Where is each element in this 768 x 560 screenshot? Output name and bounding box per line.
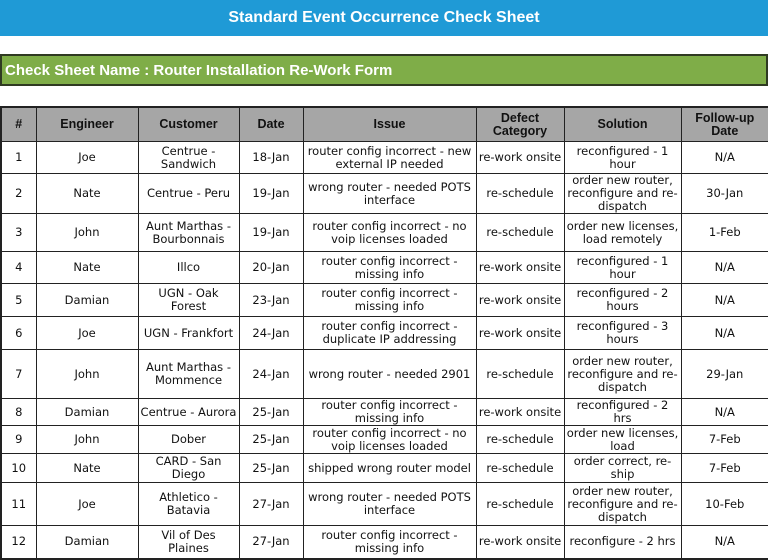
- cell-customer: Vil of Des Plaines: [138, 526, 239, 559]
- cell-num: 6: [1, 317, 36, 350]
- cell-defect: re-work onsite: [476, 142, 564, 174]
- cell-solution: reconfigure - 2 hrs: [564, 526, 681, 559]
- cell-customer: UGN - Frankfort: [138, 317, 239, 350]
- cell-engineer: John: [36, 214, 138, 252]
- cell-num: 3: [1, 214, 36, 252]
- cell-customer: Aunt Marthas - Mommence: [138, 350, 239, 399]
- cell-solution: order new router, reconfigure and re-dispatch: [564, 174, 681, 214]
- column-header-defect-category: Defect Category: [476, 107, 564, 142]
- cell-solution: order correct, re-ship: [564, 454, 681, 483]
- cell-followup: 7-Feb: [681, 426, 768, 454]
- table-row: [1, 317, 768, 350]
- cell-followup: 1-Feb: [681, 214, 768, 252]
- cell-engineer: Joe: [36, 483, 138, 526]
- cell-num: 9: [1, 426, 36, 454]
- cell-customer: Aunt Marthas - Bourbonnais: [138, 214, 239, 252]
- cell-defect: re-schedule: [476, 350, 564, 399]
- cell-engineer: Nate: [36, 454, 138, 483]
- column-header-date: Date: [239, 107, 303, 142]
- cell-customer: Centrue - Peru: [138, 174, 239, 214]
- cell-issue: router config incorrect - missing info: [303, 399, 476, 426]
- cell-customer: Centrue - Sandwich: [138, 142, 239, 174]
- cell-defect: re-schedule: [476, 483, 564, 526]
- cell-defect: re-work onsite: [476, 284, 564, 317]
- table-row: [1, 526, 768, 559]
- cell-date: 25-Jan: [239, 454, 303, 483]
- cell-date: 24-Jan: [239, 350, 303, 399]
- cell-followup: N/A: [681, 142, 768, 174]
- cell-defect: re-schedule: [476, 174, 564, 214]
- cell-solution: reconfigured - 3 hours: [564, 317, 681, 350]
- cell-date: 23-Jan: [239, 284, 303, 317]
- cell-customer: Dober: [138, 426, 239, 454]
- cell-followup: 29-Jan: [681, 350, 768, 399]
- cell-solution: reconfigured - 1 hour: [564, 142, 681, 174]
- cell-followup: N/A: [681, 284, 768, 317]
- cell-engineer: Joe: [36, 317, 138, 350]
- cell-solution: order new licenses, load: [564, 426, 681, 454]
- cell-num: 4: [1, 252, 36, 284]
- cell-followup: N/A: [681, 399, 768, 426]
- cell-date: 18-Jan: [239, 142, 303, 174]
- cell-issue: router config incorrect - duplicate IP addressing: [303, 317, 476, 350]
- cell-defect: re-schedule: [476, 214, 564, 252]
- cell-solution: reconfigured - 2 hours: [564, 284, 681, 317]
- check-sheet-name: Check Sheet Name : Router Installation Re-Work Form: [0, 54, 768, 86]
- column-header-engineer: Engineer: [36, 107, 138, 142]
- cell-engineer: Nate: [36, 174, 138, 214]
- cell-engineer: John: [36, 426, 138, 454]
- cell-solution: reconfigured - 1 hour: [564, 252, 681, 284]
- cell-engineer: Nate: [36, 252, 138, 284]
- cell-engineer: Damian: [36, 526, 138, 559]
- cell-date: 25-Jan: [239, 399, 303, 426]
- table-row: [1, 350, 768, 399]
- cell-engineer: Damian: [36, 399, 138, 426]
- cell-num: 2: [1, 174, 36, 214]
- cell-defect: re-work onsite: [476, 317, 564, 350]
- cell-date: 27-Jan: [239, 526, 303, 559]
- cell-num: 11: [1, 483, 36, 526]
- cell-date: 25-Jan: [239, 426, 303, 454]
- cell-followup: N/A: [681, 526, 768, 559]
- cell-num: 8: [1, 399, 36, 426]
- table-header-row: [1, 107, 768, 142]
- cell-customer: Athletico - Batavia: [138, 483, 239, 526]
- cell-date: 19-Jan: [239, 214, 303, 252]
- column-header-followup-date: Follow-up Date: [681, 107, 768, 142]
- table-row: [1, 454, 768, 483]
- page-title: Standard Event Occurrence Check Sheet: [0, 0, 768, 36]
- cell-issue: router config incorrect - missing info: [303, 252, 476, 284]
- cell-customer: Illco: [138, 252, 239, 284]
- cell-issue: wrong router - needed POTS interface: [303, 174, 476, 214]
- check-sheet-table: [0, 106, 768, 560]
- cell-engineer: Damian: [36, 284, 138, 317]
- cell-num: 7: [1, 350, 36, 399]
- table-row: [1, 284, 768, 317]
- cell-engineer: John: [36, 350, 138, 399]
- cell-solution: order new licenses, load remotely: [564, 214, 681, 252]
- cell-defect: re-schedule: [476, 426, 564, 454]
- cell-customer: CARD - San Diego: [138, 454, 239, 483]
- cell-issue: router config incorrect - new external IP needed: [303, 142, 476, 174]
- table-row: [1, 426, 768, 454]
- table-row: [1, 483, 768, 526]
- cell-issue: router config incorrect - no voip licenses loaded: [303, 214, 476, 252]
- cell-customer: UGN - Oak Forest: [138, 284, 239, 317]
- cell-defect: re-schedule: [476, 454, 564, 483]
- cell-issue: router config incorrect - missing info: [303, 284, 476, 317]
- cell-issue: router config incorrect - no voip licenses loaded: [303, 426, 476, 454]
- cell-customer: Centrue - Aurora: [138, 399, 239, 426]
- column-header-solution: Solution: [564, 107, 681, 142]
- cell-followup: 10-Feb: [681, 483, 768, 526]
- column-header-number: #: [1, 107, 36, 142]
- table-row: [1, 399, 768, 426]
- cell-solution: order new router, reconfigure and re-dispatch: [564, 483, 681, 526]
- table-row: [1, 252, 768, 284]
- cell-date: 27-Jan: [239, 483, 303, 526]
- cell-num: 5: [1, 284, 36, 317]
- cell-defect: re-work onsite: [476, 399, 564, 426]
- column-header-customer: Customer: [138, 107, 239, 142]
- column-header-issue: Issue: [303, 107, 476, 142]
- cell-solution: order new router, reconfigure and re-dispatch: [564, 350, 681, 399]
- cell-num: 10: [1, 454, 36, 483]
- table-row: [1, 174, 768, 214]
- cell-solution: reconfigured - 2 hrs: [564, 399, 681, 426]
- cell-followup: N/A: [681, 252, 768, 284]
- cell-issue: router config incorrect - missing info: [303, 526, 476, 559]
- cell-defect: re-work onsite: [476, 526, 564, 559]
- cell-engineer: Joe: [36, 142, 138, 174]
- cell-date: 20-Jan: [239, 252, 303, 284]
- cell-followup: 30-Jan: [681, 174, 768, 214]
- table-row: [1, 142, 768, 174]
- cell-followup: 7-Feb: [681, 454, 768, 483]
- cell-date: 24-Jan: [239, 317, 303, 350]
- cell-issue: wrong router - needed POTS interface: [303, 483, 476, 526]
- cell-num: 1: [1, 142, 36, 174]
- cell-issue: wrong router - needed 2901: [303, 350, 476, 399]
- cell-issue: shipped wrong router model: [303, 454, 476, 483]
- cell-num: 12: [1, 526, 36, 559]
- cell-followup: N/A: [681, 317, 768, 350]
- cell-defect: re-work onsite: [476, 252, 564, 284]
- table-row: [1, 214, 768, 252]
- cell-date: 19-Jan: [239, 174, 303, 214]
